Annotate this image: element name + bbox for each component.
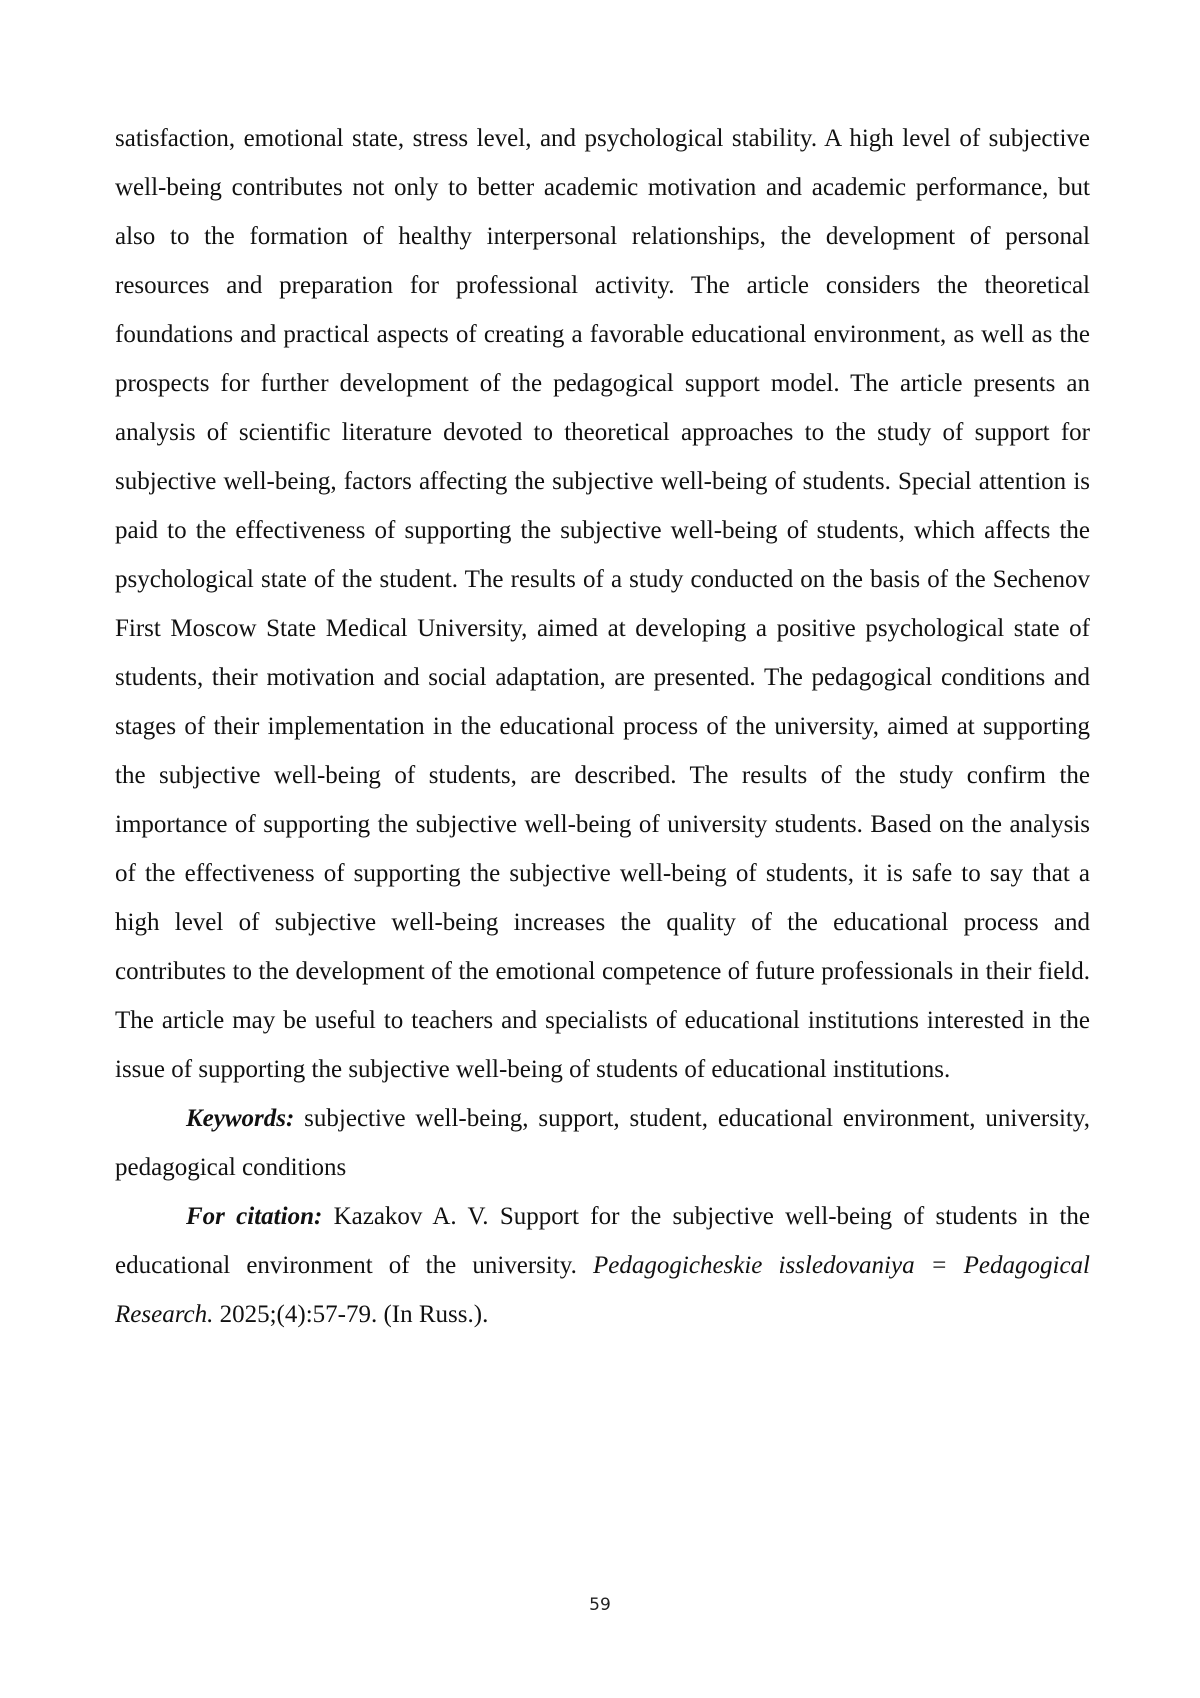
citation-label: For citation: xyxy=(186,1203,323,1230)
citation-journal: Pedagogicheskie issledovaniya = Pedagogical Research. xyxy=(115,1252,1090,1328)
keywords-paragraph xyxy=(115,1094,1090,1192)
body-text xyxy=(115,114,1090,1339)
citation-details: 2025;(4):57-79. (In Russ.). xyxy=(213,1301,489,1328)
keywords-label: Keywords: xyxy=(186,1105,295,1132)
citation-paragraph xyxy=(115,1192,1090,1339)
keywords-text: subjective well-being, support, student, educational environment, university, pedagogical conditions xyxy=(115,1105,1090,1181)
page-number: 59 xyxy=(589,1595,611,1615)
abstract-paragraph: satisfaction, emotional state, stress level, and psychological stability. A high level of subjective well-being contributes not only to better academic motivation and academic performance, but also to the formation of healthy interpersonal relationships, the development of personal resources and preparation for professional activity. The article considers the theoretical foundations and practical aspects of creating a favorable educational environment, as well as the prospects for further development of the pedagogical support model. The article presents an analysis of scientific literature devoted to theoretical approaches to the study of support for subjective well-being, factors affecting the subjective well-being of students. Special attention is paid to the effectiveness of supporting the subjective well-being of students, which affects the psychological state of the student. The results of a study conducted on the basis of the Sechenov First Moscow State Medical University, aimed at developing a positive psychological state of students, their motivation and social adaptation, are presented. The pedagogical conditions and stages of their implementation in the educational process of the university, aimed at supporting the subjective well-being of students, are described. The results of the study confirm the importance of supporting the subjective well-being of university students. Based on the analysis of the effectiveness of supporting the subjective well-being of students, it is safe to say that a high level of subjective well-being increases the quality of the educational process and contributes to the development of the emotional competence of future professionals in their field. The article may be useful to teachers and specialists of educational institutions interested in the issue of supporting the subjective well-being of students of educational institutions. xyxy=(115,125,1090,1083)
citation-text: Kazakov A. V. Support for the subjective well-being of students in the educational environment of the university. xyxy=(115,1203,1090,1279)
